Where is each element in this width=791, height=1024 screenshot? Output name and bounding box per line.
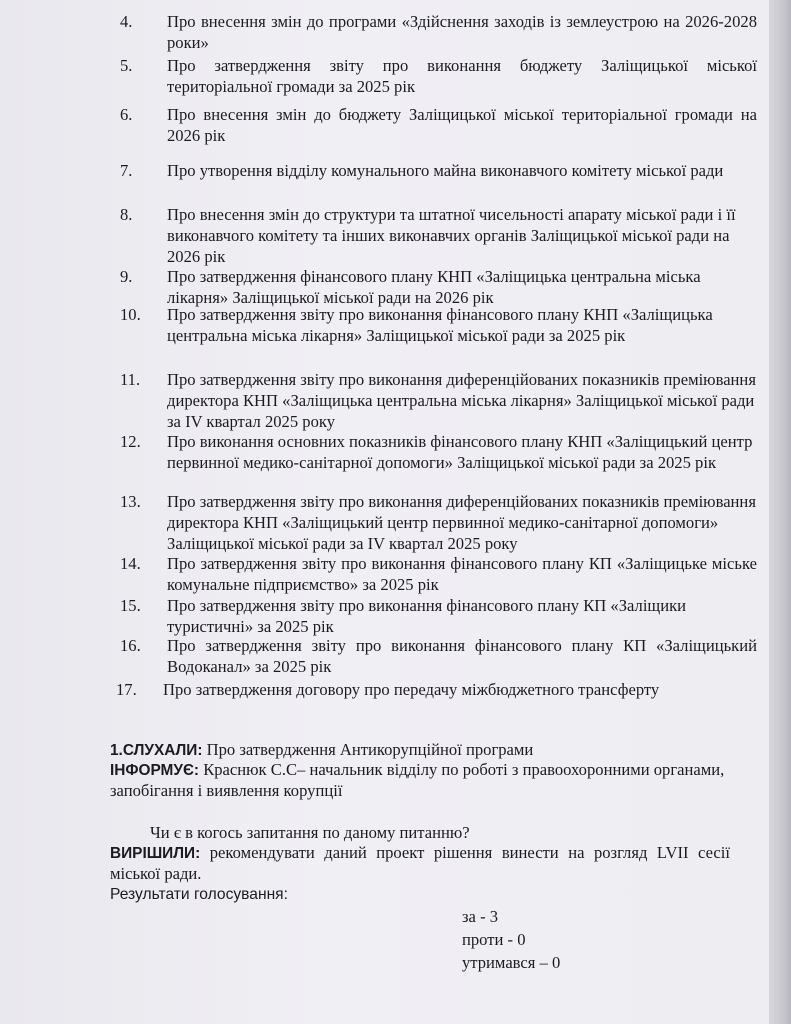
agenda-item-number: 5. — [120, 56, 133, 75]
agenda-item-text: Про затвердження звіту про виконання фінансового плану КП «Заліщики туристичні» за 2025 рік — [167, 596, 687, 636]
vote-abstained: утримався – 0 — [462, 953, 561, 972]
agenda-item-number: 11. — [120, 370, 141, 389]
decided-text: рекомендувати даний проект рішення винести на розгляд LVII сесії міської ради. — [110, 843, 730, 883]
agenda-item-number: 6. — [120, 105, 133, 124]
agenda-item-number: 4. — [120, 12, 133, 31]
page-edge-shadow — [769, 0, 791, 1024]
agenda-item-number: 9. — [120, 267, 133, 286]
agenda-item-text: Про затвердження звіту про виконання фінансового плану КП «Заліщицький Водоканал» за 2025 рік — [167, 636, 757, 676]
agenda-item-number: 14. — [120, 554, 141, 573]
agenda-item-number: 13. — [120, 492, 141, 511]
vote-for: за - 3 — [462, 907, 499, 926]
agenda-item-number: 12. — [120, 432, 141, 451]
agenda-item-number: 15. — [120, 596, 141, 615]
agenda-item-number: 10. — [120, 305, 141, 324]
agenda-item-text: Про утворення відділу комунального майна виконавчого комітету міської ради — [167, 161, 724, 180]
question-text: Чи є в когось запитання по даному питанню? — [150, 823, 470, 842]
agenda-item-text: Про затвердження звіту про виконання фінансового плану КП «Заліщицьке міське комунальне підприємство» за 2025 рік — [167, 554, 757, 594]
heard-line — [110, 740, 750, 761]
agenda-item-number: 7. — [120, 161, 133, 180]
vote-against: проти - 0 — [462, 930, 526, 949]
agenda-item-text: Про затвердження звіту про виконання диференційованих показників преміювання директора КНП «Заліщицька центральна міська лікарня» Заліщицької міської ради за IV квартал 2025 року — [167, 370, 756, 431]
agenda-item-text: Про виконання основних показників фінансового плану КНП «Заліщицький центр первинної медико-санітарної допомоги» Заліщицької міської ради за 2025 рік — [167, 432, 753, 472]
decided-block — [110, 843, 730, 884]
results-label: Результати голосування: — [110, 886, 288, 903]
agenda-item-text: Про затвердження звіту про виконання диференційованих показників преміювання директора КНП «Заліщицький центр первинної медико-санітарної допомоги» Заліщицької міської ради за IV квартал 2025 року — [167, 492, 756, 553]
agenda-item-text: Про затвердження звіту про виконання фінансового плану КНП «Заліщицька центральна міська лікарня» Заліщицької міської ради за 2025 рік — [167, 305, 713, 345]
agenda-item-text: Про внесення змін до програми «Здійснення заходів із землеустрою на 2026-2028 роки» — [167, 12, 757, 52]
informs-block — [110, 760, 740, 801]
agenda-item-text: Про внесення змін до структури та штатної чисельності апарату міської ради і її виконавчого комітету та інших виконавчих органів Заліщицької міської ради на 2026 рік — [167, 205, 736, 266]
agenda-item-number: 17. — [116, 680, 137, 699]
agenda-item-number: 8. — [120, 205, 133, 224]
agenda-item-text: Про затвердження фінансового плану КНП «Заліщицька центральна міська лікарня» Заліщицької міської ради на 2026 рік — [167, 267, 701, 307]
agenda-item-text: Про затвердження звіту про виконання бюджету Заліщицької міської територіальної громади за 2025 рік — [167, 56, 757, 96]
decided-label: ВИРІШИЛИ: — [110, 845, 201, 862]
informs-label: ІНФОРМУЄ: — [110, 762, 200, 779]
agenda-item-text: Про затвердження договору про передачу міжбюджетного трансферту — [163, 680, 660, 699]
agenda-item-text: Про внесення змін до бюджету Заліщицької міської територіальної громади на 2026 рік — [167, 105, 757, 145]
question-line — [150, 823, 710, 843]
informs-text: Краснюк С.С– начальник відділу по роботі з правоохоронними органами, запобігання і виявлення корупції — [110, 760, 725, 800]
agenda-item-number: 16. — [120, 636, 141, 655]
heard-label: 1.СЛУХАЛИ: — [110, 742, 203, 759]
heard-text: Про затвердження Антикорупційної програми — [206, 740, 534, 759]
